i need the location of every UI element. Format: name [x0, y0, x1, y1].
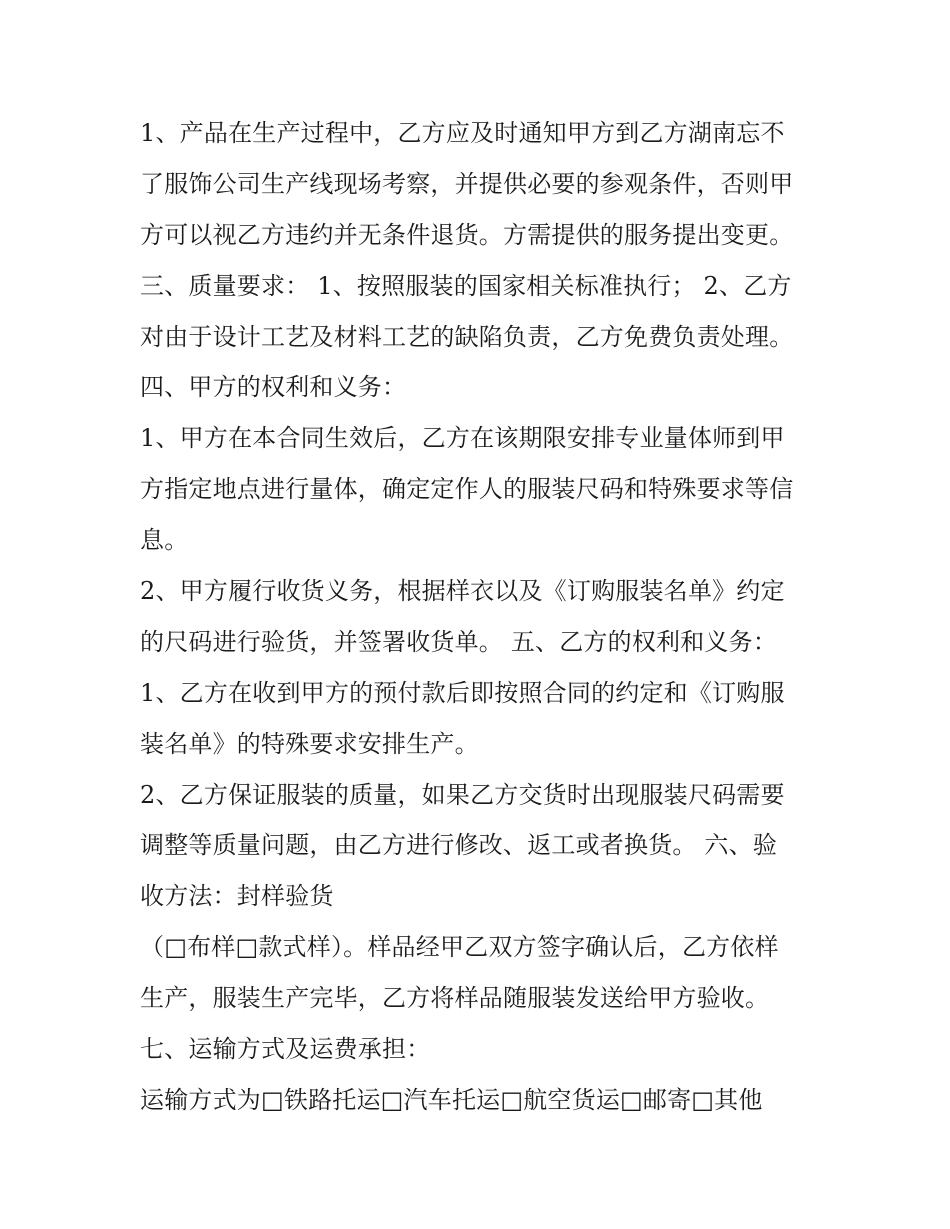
text-line: 装名单》的特殊要求安排生产。 [140, 729, 479, 758]
text-line: 2、乙方保证服装的质量，如果乙方交货时出现服装尺码需要 [140, 780, 785, 809]
text-line: 2、甲方履行收货义务，根据样衣以及《订购服装名单》约定 [140, 577, 785, 606]
section-heading: 四、甲方的权利和义务： [140, 373, 407, 402]
text-line: （□布样□款式样）。样品经甲乙双方签字确认后，乙方依样 [140, 933, 779, 962]
text-line: 1、产品在生产过程中，乙方应及时通知甲方到乙方湖南忘不 [140, 119, 785, 147]
text-line: 运输方式为□铁路托运□汽车托运□航空货运□邮寄□其他 [140, 1085, 763, 1114]
text-line: 方指定地点进行量体，确定定作人的服装尺码和特殊要求等信 [140, 475, 794, 504]
text-line: 的尺码进行验货，并签署收货单。 五、乙方的权利和义务： [140, 627, 778, 656]
text-line: 对由于设计工艺及材料工艺的缺陷负责，乙方免费负责处理。 [140, 322, 794, 351]
text-line: 1、甲方在本合同生效后，乙方在该期限安排专业量体师到甲 [140, 424, 785, 453]
text-line: 收方法：封样验货 [140, 882, 334, 911]
text-line: 方可以视乙方违约并无条件退货。方需提供的服务提出变更。 [140, 220, 794, 249]
text-line: 息。 [140, 526, 189, 555]
text-line: 调整等质量问题，由乙方进行修改、返工或者换货。 六、验 [140, 831, 778, 860]
text-line: 了服饰公司生产线现场考察，并提供必要的参观条件，否则甲 [140, 169, 794, 198]
text-line: 三、质量要求： 1、按照服装的国家相关标准执行； 2、乙方 [140, 271, 792, 300]
text-line: 1、乙方在收到甲方的预付款后即按照合同的约定和《订购服 [140, 678, 785, 707]
text-line: 生产，服装生产完毕，乙方将样品随服装发送给甲方验收。 [140, 984, 770, 1013]
section-heading: 七、运输方式及运费承担： [140, 1035, 431, 1064]
document-body [140, 108, 820, 1126]
